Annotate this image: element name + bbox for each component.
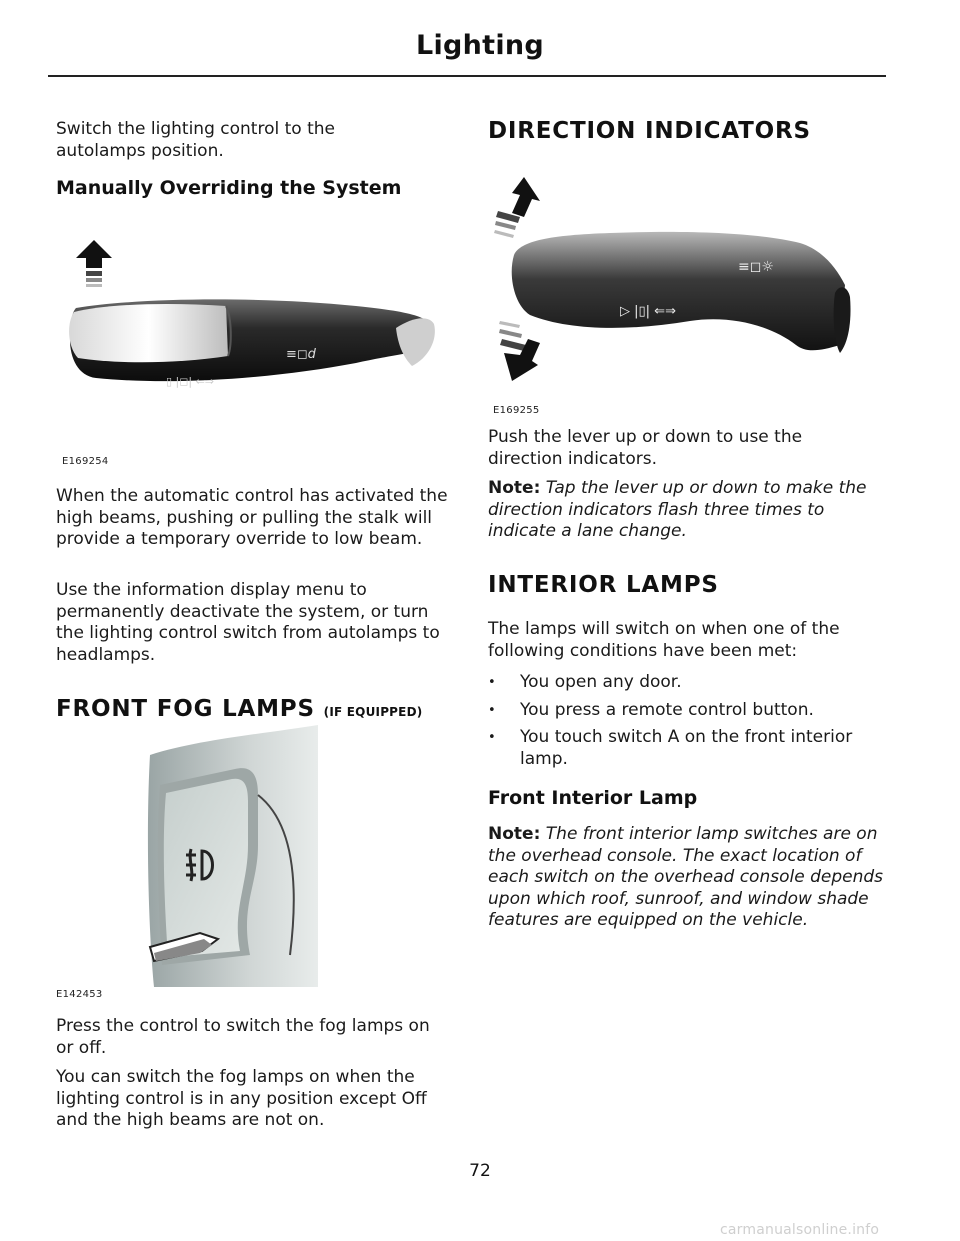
- svg-text:≡◻d: ≡◻d: [286, 347, 316, 362]
- list-item: • You touch switch A on the front interior lamp.: [488, 727, 883, 770]
- note-overhead-console-text: The front interior lamp switches are on the overhead console. The exact location of each switch on the overhead console depends upon which roof, sunroof, and window shade features are equipped on the vehicle.: [488, 824, 884, 930]
- svg-text:≡◻☼: ≡◻☼: [738, 259, 774, 275]
- list-item: • You press a remote control button.: [488, 700, 883, 722]
- note-lane-change: [488, 478, 883, 543]
- direction-indicators-heading: DIRECTION INDICATORS: [488, 118, 811, 144]
- fog-lamp-switch-illustration: [140, 725, 320, 987]
- note-overhead-console: [488, 824, 883, 932]
- image-code-E169255: E169255: [493, 405, 540, 416]
- interior-lamps-paragraph: The lamps will switch on when one of the following conditions have been met:: [488, 619, 840, 661]
- intro-paragraph: Switch the lighting control to the autolamps position.: [56, 119, 335, 161]
- page-title: Lighting: [415, 30, 545, 61]
- svg-text:▷ |▯| ⇐⇒: ▷ |▯| ⇐⇒: [620, 304, 676, 319]
- up-arrow-icon: [494, 177, 540, 238]
- fog-lamps-heading-text: FRONT FOG LAMPS: [56, 696, 315, 722]
- if-equipped-label: (IF EQUIPPED): [323, 705, 423, 719]
- note-label: Note:: [488, 824, 541, 844]
- note-label: Note:: [488, 478, 541, 498]
- image-code-E142453: E142453: [56, 989, 103, 1000]
- display-menu-paragraph: Use the information display menu to permanently deactivate the system, or turn the lighting control switch from autolamps to headlamps.: [56, 580, 440, 665]
- image-code-E169254: E169254: [62, 456, 109, 467]
- front-interior-lamp-heading: Front Interior Lamp: [488, 787, 698, 809]
- interior-lamps-heading: INTERIOR LAMPS: [488, 572, 719, 598]
- watermark: carmanualsonline.info: [720, 1222, 880, 1238]
- lighting-stalk-illustration: [56, 228, 441, 428]
- push-lever-paragraph: Push the lever up or down to use the direction indicators.: [488, 427, 803, 469]
- fog-press-paragraph: Press the control to switch the fog lamps on or off.: [56, 1016, 430, 1058]
- note-lane-change-text: Tap the lever up or down to make the direction indicators flash three times to indicate a lane change.: [488, 478, 867, 541]
- down-arrow-icon: [499, 321, 540, 381]
- override-paragraph: When the automatic control has activated the high beams, pushing or pulling the stalk will provide a temporary override to low beam.: [56, 486, 448, 549]
- up-arrow-icon: [76, 240, 112, 287]
- header-divider: [48, 75, 886, 77]
- list-item: • You open any door.: [488, 672, 883, 694]
- interior-conditions-list: [488, 672, 883, 776]
- page-number: 72: [469, 1161, 491, 1181]
- svg-text:▯ |◻| ⇐⇒: ▯ |◻| ⇐⇒: [166, 375, 215, 388]
- fog-condition-paragraph: You can switch the fog lamps on when the lighting control is in any position except Off and the high beams are not on.: [56, 1067, 427, 1130]
- direction-indicator-stalk-illustration: [490, 175, 860, 395]
- fog-lamps-heading: [56, 696, 422, 722]
- override-heading: Manually Overriding the System: [56, 177, 402, 199]
